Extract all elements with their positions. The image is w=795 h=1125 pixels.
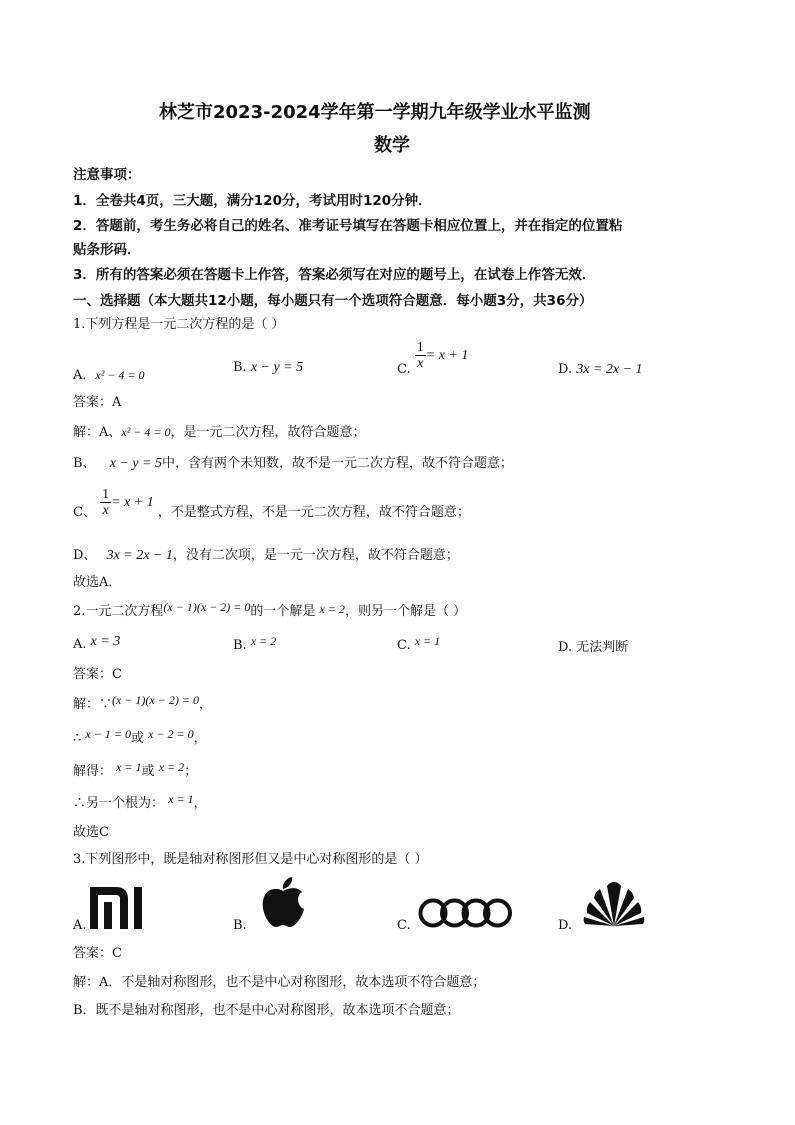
q1-solution-d-prefix: D、 <box>73 548 97 563</box>
q1-option-c-numerator: 1 <box>416 340 424 355</box>
q3-option-a-label: A. <box>73 918 87 933</box>
q1-solution-b-math: x − y = 5 <box>109 456 163 471</box>
q2-solution-4-math: x = 1 <box>168 792 194 806</box>
subject-title: 数学 <box>374 135 410 156</box>
q1-solution-c <box>73 487 470 520</box>
q2-solution-2-suffix: ， <box>193 731 207 746</box>
q1-solution-b-prefix: B、 <box>73 456 96 471</box>
q2-option-a-math: x = 3 <box>90 634 121 649</box>
q1-option-d-label: D. <box>558 362 573 377</box>
q2-solution-3-math-2: x = 2 <box>158 760 185 774</box>
q2-solution-3 <box>73 760 197 779</box>
q2-solution-3-prefix: 解得： <box>73 764 113 779</box>
notice-item-1: 1．全卷共4页，三大题，满分120分，考试用时120分钟． <box>73 193 432 209</box>
q1-solution-c-rest: = x + 1 <box>111 495 154 510</box>
q2-stem-b: 的一个解是 <box>250 604 316 619</box>
q1-solution-c-denominator: x <box>102 503 109 518</box>
notice-item-2-cont: 贴条形码． <box>73 242 141 258</box>
q2-stem-math-2: x = 2 <box>319 602 345 616</box>
q3-answer: 答案：C <box>73 946 122 961</box>
q1-solution-b-text: 中，含有两个未知数，故不是一元二次方程，故不符合题意； <box>162 456 514 471</box>
q1-solution-a <box>73 421 366 440</box>
q2-solution-1-suffix: ， <box>198 697 212 712</box>
huawei-logo-icon <box>580 880 648 928</box>
q2-solution-2 <box>73 727 207 746</box>
q2-option-d: D. 无法判断 <box>558 640 629 655</box>
q1-option-a-label: A． <box>73 368 96 383</box>
q2-solution-2-math-2: x − 2 = 0 <box>148 727 194 741</box>
q1-stem: 1.下列方程是一元二次方程的是（ ） <box>73 317 285 332</box>
q1-option-d <box>558 362 643 378</box>
q2-option-b-math: x = 2 <box>250 634 277 648</box>
q1-solution-c-text: ，不是整式方程，不是一元二次方程，故不符合题意； <box>157 505 470 520</box>
q3-option-b-label: B. <box>233 918 247 933</box>
q1-solution-d-text: ，没有二次项，是一元一次方程，故不符合题意； <box>172 548 459 563</box>
q1-answer: 答案：A <box>73 395 122 410</box>
q1-solution-b <box>73 452 513 472</box>
q1-option-c-label: C. <box>397 362 411 377</box>
q2-option-b <box>233 634 276 653</box>
q2-solution-4-suffix: ， <box>193 796 207 811</box>
q2-solution-2-math-1: x − 1 = 0 <box>85 727 131 741</box>
q1-conclusion: 故选A． <box>73 575 122 590</box>
q3-option-c-label: C. <box>397 918 411 933</box>
q1-solution-a-text: ，是一元二次方程，故符合题意； <box>170 425 366 440</box>
q2-stem <box>73 600 466 619</box>
q1-option-b-math: x − y = 5 <box>250 360 304 375</box>
q1-option-c-denominator: x <box>417 356 424 371</box>
q2-solution-2-prefix: ∴ <box>73 731 82 746</box>
q2-option-a-label: A. <box>73 637 87 652</box>
audi-rings-icon <box>418 897 512 929</box>
q2-solution-3-or: 或 <box>141 764 155 779</box>
q2-conclusion: 故选C <box>73 825 109 840</box>
section-heading: 一、选择题（本大题共12小题，每小题只有一个选项符合题意．每小题3分，共36分） <box>73 293 593 309</box>
q1-option-b <box>233 360 303 376</box>
q3-solution-b: B．既不是轴对称图形，也不是中心对称图形，故本选项不合题意； <box>73 1003 460 1018</box>
q1-solution-d <box>73 544 459 564</box>
q2-solution-3-math-1: x = 1 <box>116 760 142 774</box>
q1-option-c-rest: = x + 1 <box>425 348 469 363</box>
q3-stem: 3.下列图形中，既是轴对称图形但又是中心对称图形的是（ ） <box>73 852 428 867</box>
q2-option-b-label: B. <box>233 638 247 653</box>
exam-title: 林芝市2023-2024学年第一学期九年级学业水平监测 <box>159 102 591 123</box>
q1-option-d-math: 3x = 2x − 1 <box>576 362 643 377</box>
q1-option-a-math: x² − 4 = 0 <box>95 368 145 382</box>
q2-solution-1-prefix: 解：∵ <box>73 697 113 712</box>
notice-heading: 注意事项： <box>73 167 141 183</box>
q2-solution-1 <box>73 693 212 712</box>
q3-option-d-label: D. <box>558 918 573 933</box>
q1-option-c-fraction <box>415 340 426 371</box>
q2-option-a <box>73 634 120 652</box>
q2-stem-math-1: (x − 1)(x − 2) = 0 <box>163 600 251 614</box>
q1-solution-c-prefix: C、 <box>73 505 96 520</box>
q3-solution-a: 解：A．不是轴对称图形，也不是中心对称图形，故本选项不符合题意； <box>73 975 486 990</box>
mi-logo-icon <box>90 887 154 929</box>
q1-solution-c-numerator: 1 <box>102 487 110 502</box>
apple-logo-icon <box>260 877 306 929</box>
q2-solution-4 <box>73 792 207 811</box>
q2-solution-1-math: (x − 1)(x − 2) = 0 <box>112 693 199 707</box>
q1-solution-d-math: 3x = 2x − 1 <box>106 548 173 563</box>
q2-solution-4-prefix: ∴另一个根为： <box>73 796 165 811</box>
q1-solution-c-fraction <box>100 487 111 518</box>
q2-answer: 答案：C <box>73 667 122 682</box>
q2-solution-3-suffix: ； <box>184 764 198 779</box>
q2-stem-a: 2.一元二次方程 <box>73 604 164 619</box>
q1-option-c <box>397 340 468 377</box>
q2-option-c-math: x = 1 <box>414 634 441 648</box>
q1-option-a <box>73 364 145 383</box>
q1-solution-a-prefix: 解：A、 <box>73 425 122 440</box>
q2-solution-2-or: 或 <box>130 731 144 746</box>
q2-option-c-label: C. <box>397 638 411 653</box>
q1-solution-a-math: x² − 4 = 0 <box>121 425 171 439</box>
notice-item-3: 3．所有的答案必须在答题卡上作答，答案必须写在对应的题号上，在试卷上作答无效． <box>73 267 596 283</box>
q1-option-b-label: B. <box>233 360 247 375</box>
q2-option-c <box>397 634 440 653</box>
q2-stem-c: ，则另一个解是（ ） <box>344 604 467 619</box>
notice-item-2: 2．答题前，考生务必将自己的姓名、准考证号填写在答题卡相应位置上，并在指定的位置粘 <box>73 218 623 234</box>
